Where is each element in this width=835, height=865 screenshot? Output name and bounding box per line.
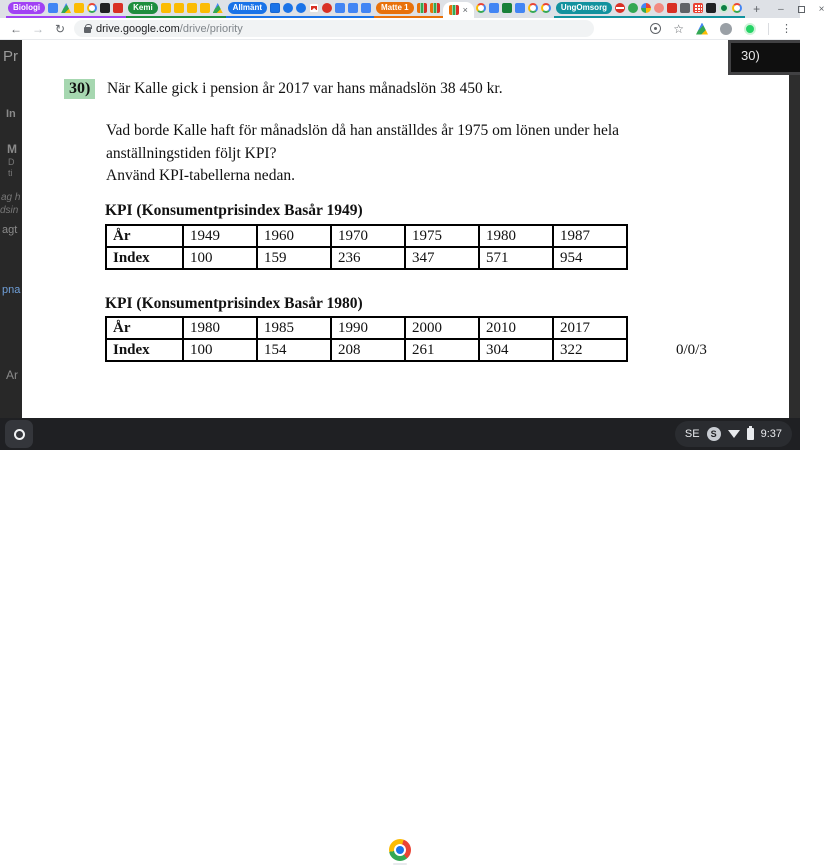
docs-icon[interactable] [335,3,345,13]
tab-group-matte1 [374,0,443,18]
url-text[interactable] [96,23,243,35]
table-cell: 159 [257,247,331,269]
table-cell: 100 [183,339,257,361]
os-shelf [0,418,800,450]
close-tab-icon[interactable]: × [462,5,468,15]
battery-icon [747,428,754,440]
whatsapp-extension-icon[interactable] [744,23,756,35]
ungrouped-tabs [474,0,554,18]
close-window-button[interactable]: × [818,3,825,15]
table-cell: 1949 [183,225,257,247]
slides-yellow-icon[interactable] [187,3,197,13]
keyboard-layout-label: SE [684,428,700,440]
browser-toolbar [0,18,800,40]
red-grid-icon[interactable] [693,3,703,13]
drive-extension-icon[interactable] [696,23,708,35]
question-body-line: Använd KPI-tabellerna nedan. [106,167,295,184]
tab-group-label-allmant[interactable]: Allmänt [228,2,267,14]
tab-group-label-ungomsorg[interactable]: UngOmsorg [556,2,612,14]
dark-glyph-icon[interactable] [680,3,690,13]
lock-icon[interactable] [84,27,91,33]
google-g-icon[interactable] [541,3,551,13]
b-red-icon[interactable] [667,3,677,13]
table-cell: 208 [331,339,405,361]
docs-icon[interactable] [515,3,525,13]
question-number: 30) [64,79,95,99]
red-person-icon[interactable] [322,3,332,13]
docs-icon[interactable] [48,3,58,13]
wifi-icon [728,430,740,438]
pink-person-icon[interactable] [654,3,664,13]
question-body-line: anställningstiden följt KPI? [106,145,277,162]
slides-yellow-icon[interactable] [74,3,84,13]
snippet-preview-box [728,40,800,75]
table-cell: 2010 [479,317,553,339]
table-cell: 2017 [553,317,627,339]
table-cell: 322 [553,339,627,361]
background-text-fragment: In [6,108,16,120]
question-intro: När Kalle gick i pension år 2017 var hans månadslön 38 450 kr. [107,80,503,97]
table-cell: 1980 [183,317,257,339]
star-icon[interactable]: ☆ [673,21,684,36]
score-label: 0/0/3 [676,342,707,358]
document-page [22,40,789,418]
tab-group-ungomsorg [554,0,745,18]
slides-yellow-icon[interactable] [174,3,184,13]
restore-icon[interactable] [798,6,805,13]
question-body-line: Vad borde Kalle haft för månadslön då han anställdes år 1975 om lönen under hela [106,122,620,139]
url-host: drive.google.com [96,22,180,35]
background-text-fragment: agt [2,224,18,236]
gray-extension-icon[interactable] [720,23,732,35]
toolbar-divider [768,23,769,35]
browser-content [0,40,800,418]
table-cell: År [106,225,183,247]
photos-icon[interactable] [641,3,651,13]
table-row [106,339,627,361]
outlook-icon[interactable] [283,3,293,13]
active-tab[interactable] [443,2,474,18]
new-tab-button[interactable]: + [753,2,761,16]
background-text-fragment: ag h [1,192,21,203]
background-text-fragment: dsin [0,205,19,216]
table-cell: År [106,317,183,339]
chrome-icon [389,839,411,861]
table-title-1980: KPI (Konsumentprisindex Basår 1980) [105,295,363,312]
table-row [106,317,627,339]
minimize-button[interactable]: – [778,3,784,15]
table-cell: 261 [405,339,479,361]
tab-group-allmant [226,0,374,18]
table-cell: 954 [553,247,627,269]
send-to-device-icon[interactable] [650,23,661,34]
notes-black-icon[interactable] [100,3,110,13]
url-path: /drive/priority [179,22,243,35]
table-cell: 1987 [553,225,627,247]
table-cell: Index [106,247,183,269]
outlook-icon[interactable] [296,3,306,13]
background-text-fragment: Pr [3,48,18,65]
background-text-fragment: M [7,142,17,156]
dimmed-right-strip [789,40,800,418]
kebab-menu-icon[interactable]: ⋮ [781,23,792,35]
table-cell: 1970 [331,225,405,247]
table-row [106,247,627,269]
tab-group-kemi [126,0,226,18]
table-title-1949: KPI (Konsumentprisindex Basår 1949) [105,202,363,219]
d-red-icon[interactable] [113,3,123,13]
background-text-fragment: Ar [6,368,18,382]
drive-icon[interactable] [213,3,223,13]
forward-icon[interactable]: → [32,21,44,36]
table-cell: 304 [479,339,553,361]
stats-bars-icon [449,5,459,15]
table-cell: 236 [331,247,405,269]
slides-yellow-icon[interactable] [200,3,210,13]
table-cell: 1990 [331,317,405,339]
kpi-table-1980 [105,316,628,362]
back-icon[interactable]: ← [10,21,22,36]
calendar-blue-icon[interactable] [270,3,280,13]
tab-group-label-kemi[interactable]: Kemi [128,2,158,14]
sheets-icon[interactable] [502,3,512,13]
account-badge: S [707,427,721,441]
google-g-icon[interactable] [732,3,742,13]
table-cell: 100 [183,247,257,269]
reload-icon[interactable]: ↻ [54,21,66,36]
gmail-icon[interactable] [309,3,319,13]
table-row [106,225,627,247]
background-text-fragment: D [8,157,15,167]
table-cell: 571 [479,247,553,269]
docs-icon[interactable] [361,3,371,13]
table-cell: 1980 [479,225,553,247]
no-entry-icon[interactable] [615,3,625,13]
table-cell: Index [106,339,183,361]
table-cell: 1985 [257,317,331,339]
table-cell: 1975 [405,225,479,247]
drive-icon[interactable] [61,3,71,13]
clock-label: 9:37 [760,428,782,440]
browser-tab-strip [0,0,825,18]
google-g-icon[interactable] [476,3,486,13]
stats-bars-icon[interactable] [430,3,440,13]
google-g-icon[interactable] [528,3,538,13]
launcher-button[interactable] [5,420,33,448]
table-cell: 154 [257,339,331,361]
tab-group-label-matte1[interactable]: Matte 1 [376,2,414,14]
toolbar-right [650,22,792,36]
docs-icon[interactable] [489,3,499,13]
stats-bars-icon[interactable] [417,3,427,13]
table-cell: 2000 [405,317,479,339]
tab-group-label-biologi[interactable]: Biologi [8,2,45,14]
docs-icon[interactable] [348,3,358,13]
teal-circle-icon[interactable] [719,3,729,13]
dimmed-sidebar-strip [0,40,22,418]
tab-group-biologi [6,0,126,18]
address-bar[interactable] [74,20,594,37]
slides-yellow-icon[interactable] [161,3,171,13]
chrome-shelf-item[interactable] [388,839,412,865]
system-tray[interactable] [675,421,792,447]
kpi-table-1949 [105,224,628,270]
snippet-label: 30) [741,48,760,63]
table-cell: 347 [405,247,479,269]
background-text-fragment: ti [8,168,13,178]
table-cell: 1960 [257,225,331,247]
camera-dark-icon[interactable] [706,3,716,13]
background-text-fragment: pna [2,284,21,296]
google-g-icon[interactable] [87,3,97,13]
green-circle-icon[interactable] [628,3,638,13]
window-controls [768,0,834,18]
launcher-icon [14,429,25,440]
